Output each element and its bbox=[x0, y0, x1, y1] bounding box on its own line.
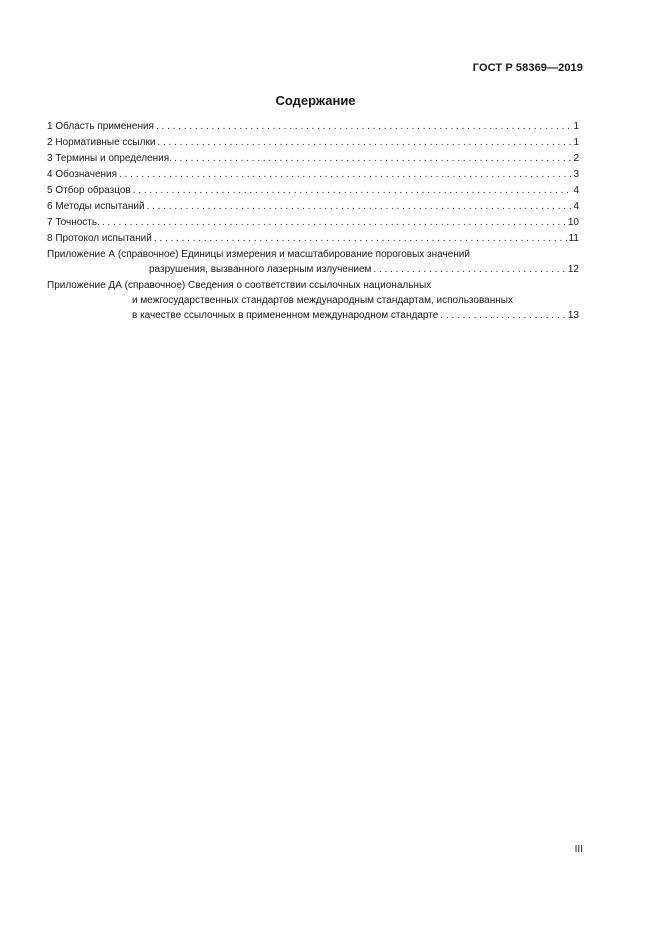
dot-leader bbox=[373, 262, 565, 277]
toc-entry-terms[interactable] bbox=[47, 151, 579, 167]
appendix-da-line-1: Приложение ДА (справочное) Сведения о соответствии ссылочных национальных bbox=[47, 280, 432, 291]
toc-entry-page: 12 bbox=[567, 264, 579, 275]
toc-entry-label: 8 Протокол испытаний bbox=[47, 233, 152, 244]
appendix-a-last-line bbox=[47, 262, 579, 278]
toc-entry-appendix-a[interactable] bbox=[47, 247, 579, 278]
toc-entry-page: 1 bbox=[573, 121, 579, 132]
toc-entry-symbols[interactable] bbox=[47, 167, 579, 183]
toc-entry-page: 10 bbox=[567, 217, 579, 228]
toc-entry-label: 5 Отбор образцов bbox=[47, 185, 131, 196]
toc-entry-page: 2 bbox=[573, 153, 579, 164]
table-of-contents bbox=[47, 119, 579, 324]
toc-entry-page: 4 bbox=[573, 185, 579, 196]
toc-entry-page: 11 bbox=[568, 233, 579, 244]
dot-leader bbox=[154, 231, 567, 246]
toc-entry-label: 7 Точность. bbox=[47, 217, 100, 228]
appendix-da-last-line bbox=[47, 308, 579, 324]
appendix-da-line-3: в качестве ссылочных в примененном международном стандарте bbox=[132, 310, 439, 321]
toc-entry-scope[interactable] bbox=[47, 119, 579, 135]
toc-entry-page: 4 bbox=[573, 201, 579, 212]
toc-entry-test-report[interactable] bbox=[47, 231, 579, 247]
dot-leader bbox=[157, 135, 571, 150]
dot-leader bbox=[174, 151, 571, 166]
document-code: ГОСТ Р 58369—2019 bbox=[472, 62, 583, 74]
page-folio: III bbox=[574, 844, 583, 855]
appendix-a-line-1: Приложение А (справочное) Единицы измерения и масштабирование пороговых значений bbox=[47, 249, 470, 260]
toc-title: Содержание bbox=[275, 93, 356, 108]
toc-entry-test-methods[interactable] bbox=[47, 199, 579, 215]
dot-leader bbox=[440, 308, 566, 323]
dot-leader bbox=[102, 215, 566, 230]
toc-entry-normative-references[interactable] bbox=[47, 135, 579, 151]
toc-entry-label: 4 Обозначения bbox=[47, 169, 118, 180]
toc-entry-label: 3 Термины и определения. bbox=[47, 153, 172, 164]
dot-leader bbox=[147, 199, 572, 214]
toc-entry-precision[interactable] bbox=[47, 215, 579, 231]
toc-entry-page: 13 bbox=[567, 310, 579, 321]
dot-leader bbox=[156, 119, 571, 134]
toc-entry-sampling[interactable] bbox=[47, 183, 579, 199]
toc-entry-appendix-da[interactable] bbox=[47, 278, 579, 324]
dot-leader bbox=[133, 183, 572, 198]
toc-entry-page: 1 bbox=[573, 137, 579, 148]
dot-leader bbox=[119, 167, 571, 182]
appendix-da-line-2: и межгосударственных стандартов международным стандартам, использованных bbox=[132, 295, 513, 306]
toc-entry-label: 1 Область применения bbox=[47, 121, 154, 132]
appendix-a-line-2: разрушения, вызванного лазерным излучением bbox=[149, 264, 372, 275]
toc-entry-label: 6 Методы испытаний bbox=[47, 201, 145, 212]
toc-entry-label: 2 Нормативные ссылки bbox=[47, 137, 156, 148]
toc-entry-page: 3 bbox=[573, 169, 579, 180]
